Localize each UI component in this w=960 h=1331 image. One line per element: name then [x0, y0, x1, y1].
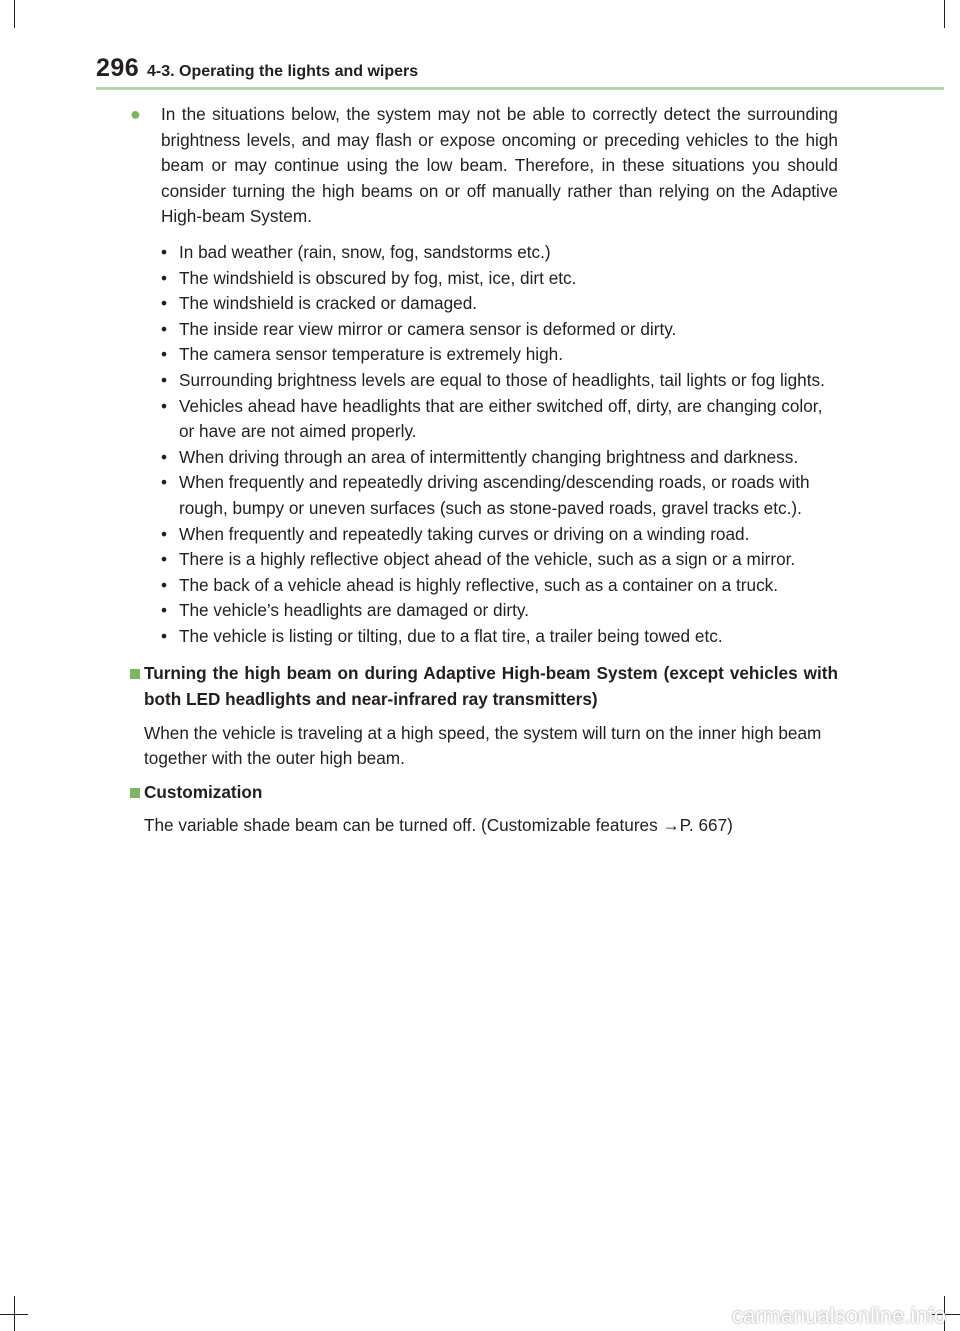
- list-item: • The windshield is cracked or damaged.: [161, 291, 838, 317]
- crop-mark: [0, 1314, 28, 1315]
- list-item: • When frequently and repeatedly taking curves or driving on a winding road.: [161, 522, 838, 548]
- section-body: The variable shade beam can be turned off. (Customizable features →P. 667): [144, 815, 733, 836]
- list-item: • There is a highly reflective object ahead of the vehicle, such as a sign or a mirror.: [161, 547, 838, 573]
- bullet-icon: •: [161, 600, 168, 621]
- intro-bullet: [130, 102, 838, 230]
- list-item: • In bad weather (rain, snow, fog, sandstorms etc.): [161, 240, 838, 266]
- bullet-icon: •: [161, 574, 168, 595]
- bullet-icon: •: [161, 395, 168, 416]
- list-item: • The back of a vehicle ahead is highly reflective, such as a container on a truck.: [161, 573, 838, 599]
- list-item: • The windshield is obscured by fog, mist, ice, dirt etc.: [161, 266, 838, 292]
- section-heading: Turning the high beam on during Adaptive High-beam System (except vehicles with both LED headlights and near-infrared ray transmitters): [144, 663, 838, 710]
- section-title: 4-3. Operating the lights and wipers: [147, 63, 419, 80]
- main-content: [130, 102, 838, 839]
- square-bullet-icon: [130, 669, 140, 679]
- bullet-icon: •: [161, 318, 168, 339]
- list-item: • When driving through an area of intermittently changing brightness and darkness.: [161, 445, 838, 471]
- crop-mark: [944, 0, 945, 28]
- high-beam-section: [130, 661, 838, 771]
- list-item: • The camera sensor temperature is extremely high.: [161, 342, 838, 368]
- list-item: • The vehicle’s headlights are damaged or dirty.: [161, 598, 838, 624]
- list-item: • The vehicle is listing or tilting, due to a flat tire, a trailer being towed etc.: [161, 624, 838, 650]
- header-rule: [96, 87, 944, 90]
- situations-list: [161, 240, 838, 650]
- section-heading: Customization: [144, 781, 263, 802]
- list-item: • The inside rear view mirror or camera sensor is deformed or dirty.: [161, 317, 838, 343]
- watermark: carmanualsonline.info: [731, 1303, 946, 1328]
- list-item: • When frequently and repeatedly driving ascending/descending roads, or roads with rough, bumpy or uneven surfaces (such as stone-paved roads, gravel tracks etc.).: [161, 472, 810, 518]
- section-body: When the vehicle is traveling at a high speed, the system will turn on the inner high beam together with the outer high beam.: [144, 722, 822, 769]
- bullet-icon: •: [161, 241, 168, 262]
- bullet-icon: •: [161, 625, 168, 646]
- intro-text: In the situations below, the system may not be able to correctly detect the surrounding brightness levels, and may flash or expose oncoming or preceding vehicles to the high beam or may continue using the low beam. Therefore, in these situations you should consider turning the high beams on or off manually rather than relying on the Adaptive High-beam System.: [161, 104, 838, 227]
- list-item: • Vehicles ahead have headlights that are either switched off, dirty, are changing color, or have are not aimed properly.: [161, 395, 823, 442]
- page-header: [96, 54, 944, 90]
- circle-bullet-icon: ●: [130, 104, 141, 124]
- bullet-icon: •: [161, 446, 168, 467]
- bullet-icon: •: [161, 267, 168, 288]
- page-number: 296: [96, 54, 140, 82]
- bullet-icon: •: [161, 293, 168, 314]
- bullet-icon: •: [161, 472, 168, 493]
- bullet-icon: •: [161, 549, 168, 570]
- bullet-icon: •: [161, 344, 168, 365]
- bullet-icon: •: [161, 523, 168, 544]
- bullet-icon: •: [161, 369, 168, 390]
- list-item: • Surrounding brightness levels are equal to those of headlights, tail lights or fog lights.: [161, 368, 838, 394]
- crop-mark: [14, 0, 15, 28]
- square-bullet-icon: [130, 788, 140, 798]
- customization-section: [130, 780, 838, 839]
